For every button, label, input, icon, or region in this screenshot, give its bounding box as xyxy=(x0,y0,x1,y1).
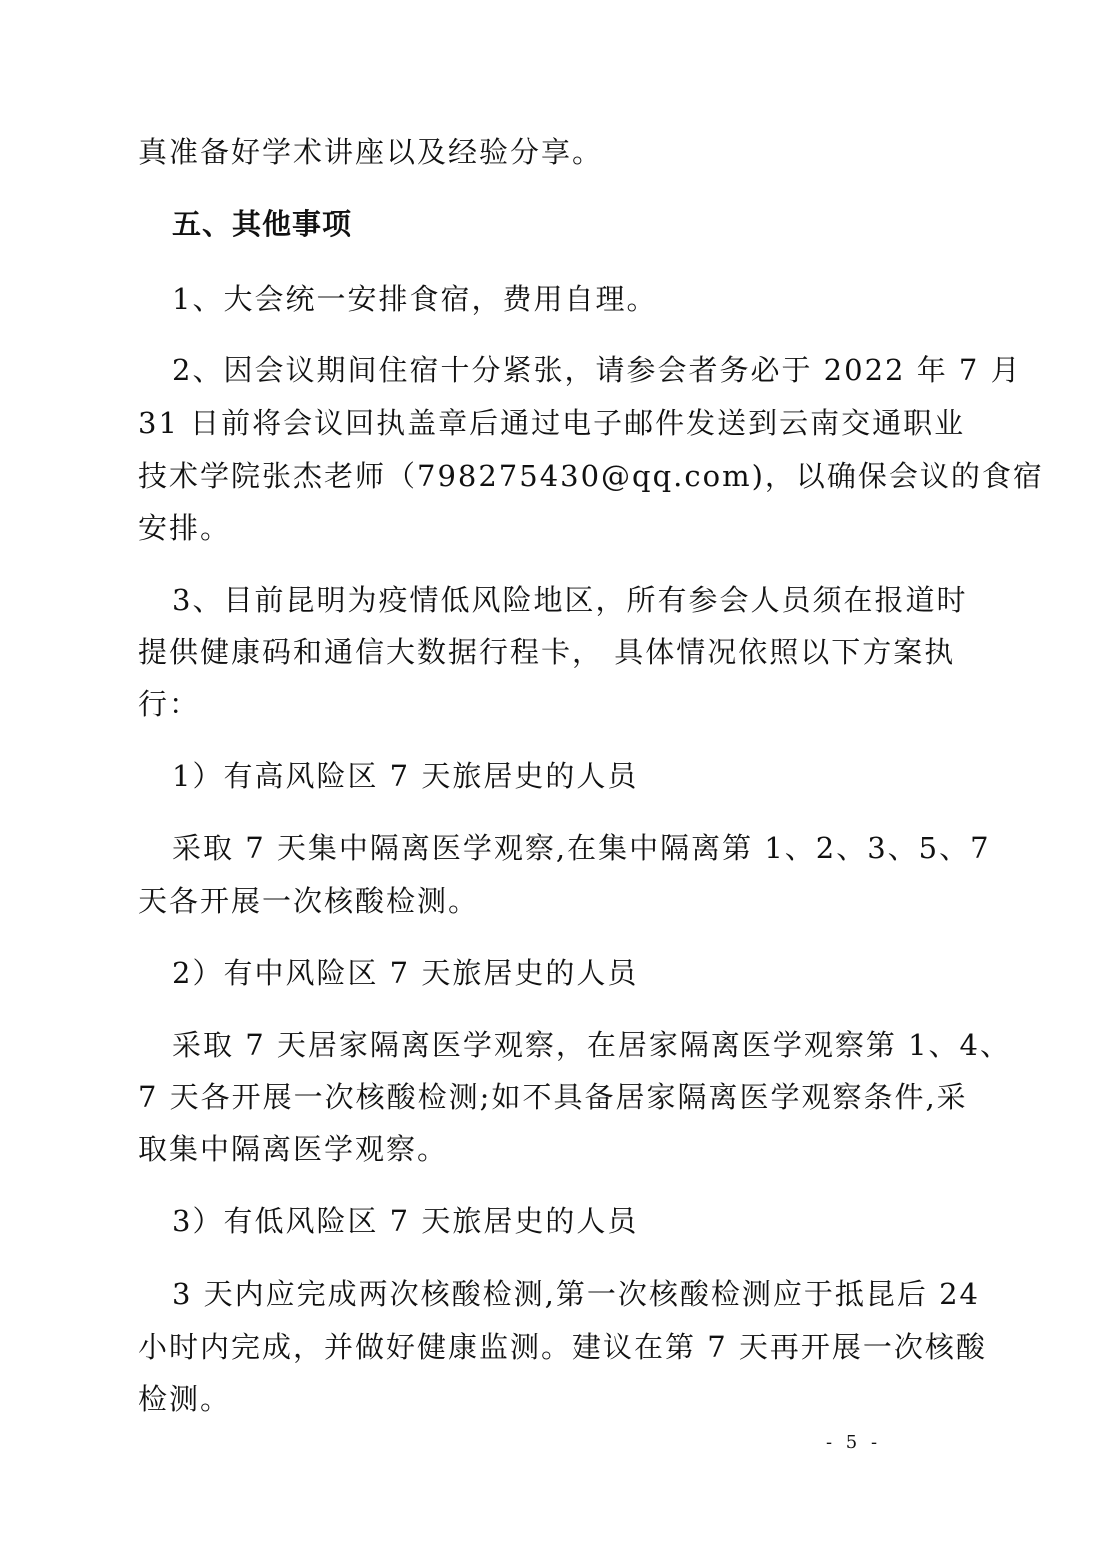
paragraph-line: 取集中隔离医学观察。 xyxy=(138,1132,449,1166)
paragraph-line: 3、目前昆明为疫情低风险地区，所有参会人员须在报道时 xyxy=(172,583,968,617)
paragraph-line: 技术学院张杰老师（798275430@qq.com)，以确保会议的食宿 xyxy=(138,459,1044,493)
paragraph-line: 1）有高风险区 7 天旅居史的人员 xyxy=(172,759,639,793)
paragraph-line: 31 日前将会议回执盖章后通过电子邮件发送到云南交通职业 xyxy=(138,406,966,440)
paragraph-line: 3）有低风险区 7 天旅居史的人员 xyxy=(172,1204,639,1238)
section-heading: 五、其他事项 xyxy=(172,207,353,241)
paragraph-line: 提供健康码和通信大数据行程卡， 具体情况依照以下方案执 xyxy=(138,635,956,669)
paragraph-line: 检测。 xyxy=(138,1382,232,1416)
paragraph-line: 1、大会统一安排食宿，费用自理。 xyxy=(172,282,658,316)
paragraph-line: 2、因会议期间住宿十分紧张，请参会者务必于 2022 年 7 月 xyxy=(172,353,1022,387)
paragraph-line: 安排。 xyxy=(138,511,232,545)
paragraph-line: 真准备好学术讲座以及经验分享。 xyxy=(138,135,604,169)
page-number: - 5 - xyxy=(826,1432,882,1453)
paragraph-line: 小时内完成，并做好健康监测。建议在第 7 天再开展一次核酸 xyxy=(138,1330,987,1364)
paragraph-line: 采取 7 天居家隔离医学观察，在居家隔离医学观察第 1、4、 xyxy=(172,1028,1012,1062)
paragraph-line: 7 天各开展一次核酸检测;如不具备居家隔离医学观察条件,采 xyxy=(138,1080,968,1114)
paragraph-line: 行： xyxy=(138,687,201,721)
paragraph-line: 2）有中风险区 7 天旅居史的人员 xyxy=(172,956,639,990)
paragraph-line: 3 天内应完成两次核酸检测,第一次核酸检测应于抵昆后 24 xyxy=(172,1277,981,1311)
paragraph-line: 采取 7 天集中隔离医学观察,在集中隔离第 1、2、3、5、7 xyxy=(172,831,991,865)
paragraph-line: 天各开展一次核酸检测。 xyxy=(138,884,480,918)
